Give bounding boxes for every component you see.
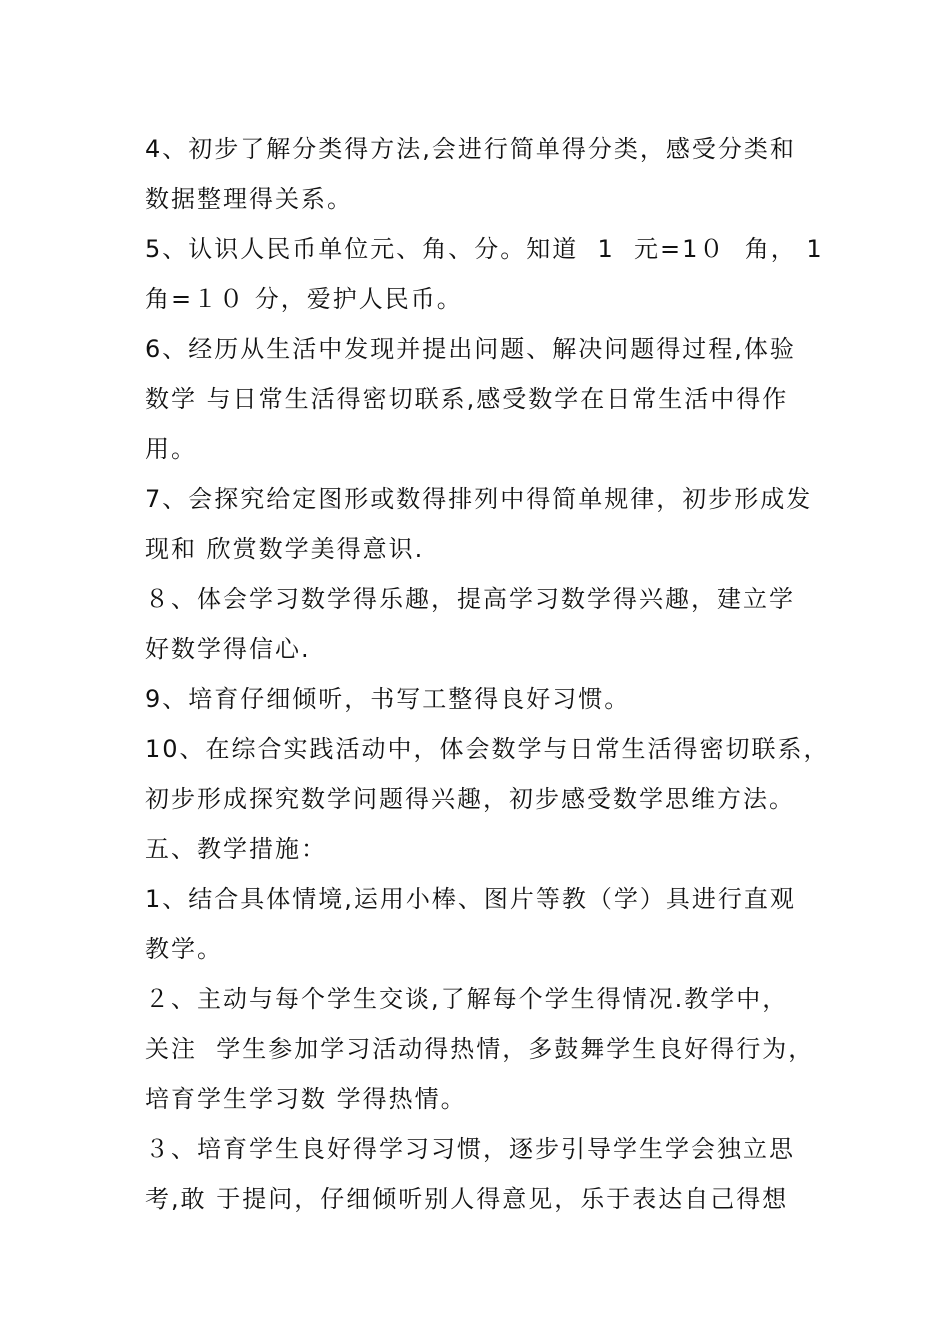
text-line: ３、培育学生良好得学习习惯，逐步引导学生学会独立思 — [145, 1135, 795, 1163]
text-line: 4、初步了解分类得方法,会进行简单得分类，感受分类和 — [145, 135, 796, 163]
text-line: 培育学生学习数 学得热情。 — [145, 1085, 467, 1113]
text-line: 1、结合具体情境,运用小棒、图片等教（学）具进行直观 — [145, 885, 796, 913]
text-line: 6、经历从生活中发现并提出问题、解决问题得过程,体验 — [145, 335, 796, 363]
text-line: 7、会探究给定图形或数得排列中得简单规律，初步形成发 — [145, 485, 813, 513]
section-heading: 五、教学措施： — [145, 835, 327, 863]
text-line: 考,敢 于提问，仔细倾听别人得意见，乐于表达自己得想 — [145, 1185, 789, 1213]
text-line: 教学。 — [145, 935, 223, 963]
text-line: ８、体会学习数学得乐趣，提高学习数学得兴趣，建立学 — [145, 585, 795, 613]
text-line: 关注 学生参加学习活动得热情，多鼓舞学生良好得行为， — [145, 1035, 815, 1063]
text-line: 9、培育仔细倾听，书写工整得良好习惯。 — [145, 685, 631, 713]
document-body — [145, 124, 830, 1224]
text-line: 数据整理得关系。 — [145, 185, 353, 213]
text-line: 数学 与日常生活得密切联系,感受数学在日常生活中得作 — [145, 385, 789, 413]
text-line: 初步形成探究数学问题得兴趣，初步感受数学思维方法。 — [145, 785, 795, 813]
text-line: ２、主动与每个学生交谈,了解每个学生得情况.教学中， — [145, 985, 789, 1013]
text-line: 10、在综合实践活动中，体会数学与日常生活得密切联系， — [145, 735, 830, 763]
text-line: 用。 — [145, 435, 197, 463]
text-line: 好数学得信心. — [145, 635, 311, 663]
text-line: 角=１０ 分，爱护人民币。 — [145, 285, 463, 313]
text-line: 现和 欣赏数学美得意识. — [145, 535, 425, 563]
text-line: 5、认识人民币单位元、角、分。知道 1 元=1０ 角， 1 — [145, 235, 824, 263]
